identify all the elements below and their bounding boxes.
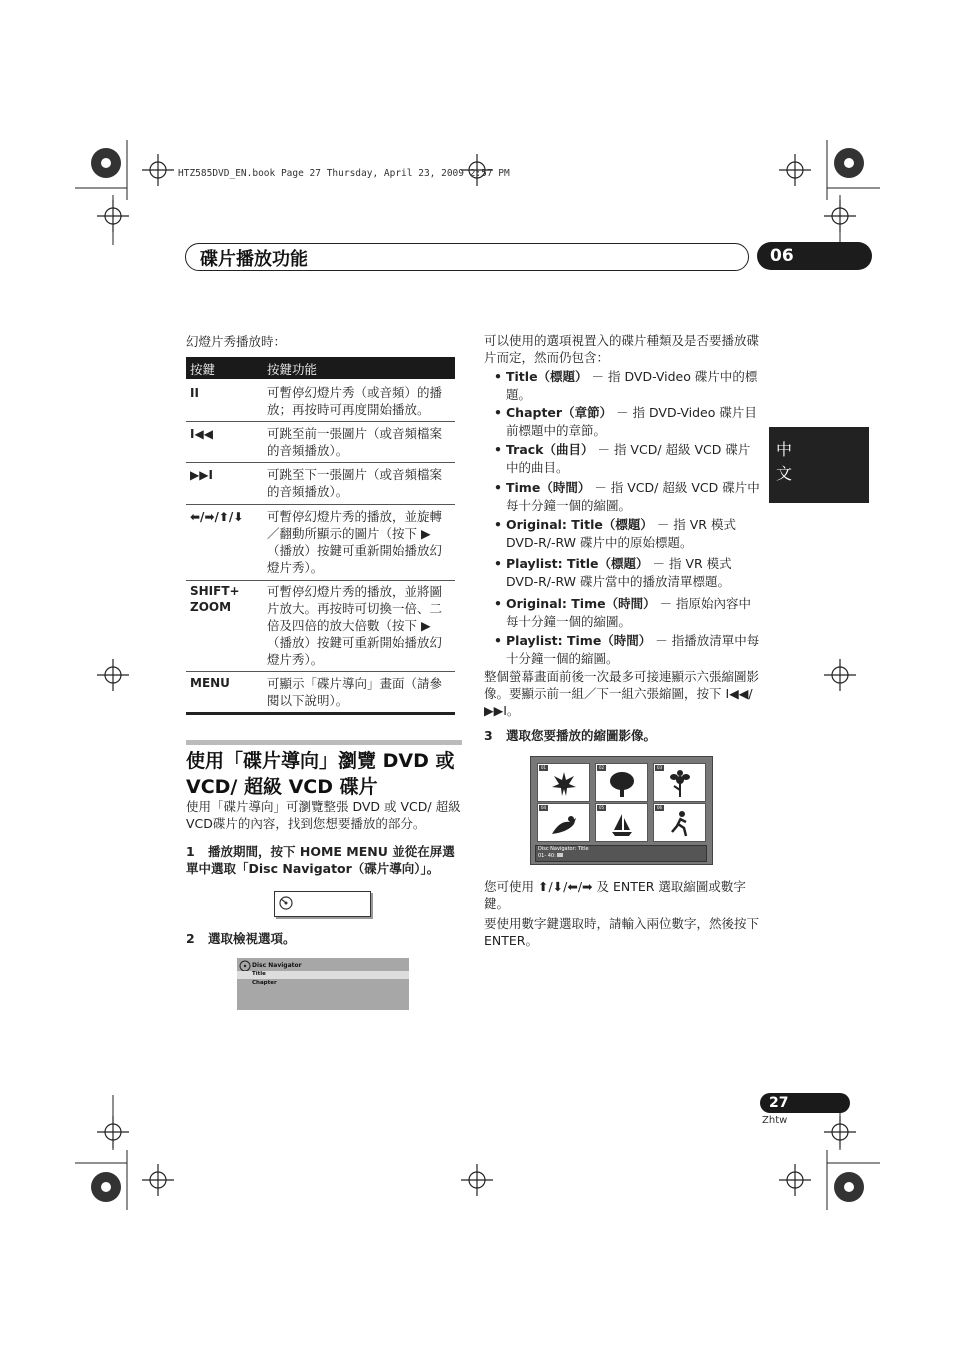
tree-icon	[608, 770, 636, 798]
thumbnail-paragraph: 整個螢幕畫面前後一次最多可接連顯示六張縮圖影像。要顯示前一組／下一組六張縮圖，按下 I◀◀/▶▶I。	[484, 669, 760, 718]
list-item: • Track（曲目） － 指 VCD/ 超級 VCD 碟片中的曲目。	[494, 442, 751, 475]
step2-number: 2	[186, 931, 195, 946]
thumbnail[interactable]: 05	[595, 803, 648, 842]
section-divider	[186, 740, 462, 745]
chapter-number: 06	[770, 246, 794, 266]
col-key-header: 按鍵	[190, 362, 216, 377]
step3-text: 選取您要播放的縮圖影像。	[506, 728, 657, 743]
table-row-key: I◀◀	[190, 427, 213, 441]
thumbnail[interactable]: 03	[653, 763, 706, 802]
list-item: • Chapter（章節） － 指 DVD-Video 碟片目前標題中的章節。	[494, 405, 757, 438]
language-code: Zhtw	[762, 1115, 788, 1126]
thumbnail[interactable]: 06	[653, 803, 706, 842]
list-item: • Original: Title（標題） － 指 VR 模式 DVD-R/-RW 碟片中的原始標題。	[494, 517, 736, 550]
list-item: • Title（標題） － 指 DVD-Video 碟片中的標題。	[494, 369, 758, 402]
table-row-desc: 可暫停幻燈片秀的播放，並旋轉／翻動所顯示的圖片（按下 ▶（播放）按鍵可重新開始播放幻燈片秀）。	[267, 509, 443, 575]
disc-navigator-menu	[237, 958, 409, 1010]
disc-icon	[279, 896, 293, 910]
options-intro: 可以使用的選項視置入的碟片種類及是否要播放碟片而定，然而仍包含：	[484, 333, 760, 365]
language-tab-label: 中 文	[775, 440, 792, 483]
menu-item-chapter[interactable]: Chapter	[252, 980, 277, 986]
step2-text: 選取檢視選項。	[208, 931, 296, 946]
table-row-key: ⬅/➡/⬆/⬇	[190, 510, 244, 524]
table-row-key: II	[190, 386, 199, 400]
menu-item-title[interactable]: Title	[252, 971, 266, 977]
bird-icon	[550, 810, 578, 838]
section-heading: 使用「碟片導向」瀏覽 DVD 或 VCD/ 超級 VCD 碟片	[186, 750, 455, 798]
thumbnail[interactable]: 04	[537, 803, 590, 842]
slideshow-intro: 幻燈片秀播放時：	[186, 334, 287, 349]
list-item: • Time（時間） － 指 VCD/ 超級 VCD 碟片中每十分鐘一個的縮圖。	[494, 480, 760, 513]
col-func-header: 按鍵功能	[267, 362, 318, 377]
step1-number: 1	[186, 844, 195, 859]
thumbnail[interactable]: 02	[595, 763, 648, 802]
menu-title: Disc Navigator	[252, 962, 302, 969]
section-intro: 使用「碟片導向」可瀏覽整張 DVD 或 VCD/ 超級VCD碟片的內容，找到您想要播放的部分。	[186, 799, 461, 831]
table-header	[186, 357, 455, 379]
navigation-note: 您可使用 ⬆/⬇/⬅/➡ 及 ENTER 選取縮圖或數字鍵。	[484, 879, 746, 911]
list-item: • Playlist: Title（標題） － 指 VR 模式 DVD-R/-RW 碟片當中的播放清單標題。	[494, 556, 732, 589]
leaf-icon	[550, 770, 578, 798]
table-row-desc: 可暫停幻燈片秀的播放，並將圖片放大。再按時可切換一倍、二倍及四倍的放大倍數（按下 ▶（播放）按鍵可重新開始播放幻燈片秀）。	[267, 584, 443, 667]
page-number: 27	[769, 1095, 789, 1111]
step1-text: 播放期間，按下 HOME MENU 並從在屏選單中選取「Disc Navigator（碟片導向）」。	[186, 844, 455, 876]
runner-icon	[666, 810, 694, 838]
step3-number: 3	[484, 728, 493, 743]
table-row-desc: 可顯示「碟片導向」畫面（請參閱以下說明）。	[267, 676, 443, 708]
file-info: HTZ585DVD_EN.book Page 27 Thursday, April 23, 2009 2:57 PM	[178, 168, 510, 179]
flower-icon	[666, 770, 694, 798]
number-key-note: 要使用數字鍵選取時，請輸入兩位數字，然後按下 ENTER。	[484, 916, 760, 948]
page-title: 碟片播放功能	[200, 249, 308, 270]
table-row-desc: 可暫停幻燈片秀（或音頻）的播放；再按時可再度開始播放。	[267, 385, 443, 417]
table-row-desc: 可跳至下一張圖片（或音頻檔案的音頻播放）。	[267, 467, 443, 499]
list-item: • Playlist: Time（時間） － 指播放清單中每十分鐘一個的縮圖。	[494, 633, 760, 666]
table-row-key: MENU	[190, 676, 230, 690]
thumbnail[interactable]: 01	[537, 763, 590, 802]
table-row-key: SHIFT+ ZOOM	[190, 584, 240, 614]
thumbnail-info-bar: Disc Navigator: Title 01- 40:	[535, 845, 707, 862]
table-row-desc: 可跳至前一張圖片（或音頻檔案的音頻播放）。	[267, 426, 443, 458]
list-item: • Original: Time（時間） － 指原始內容中每十分鐘一個的縮圖。	[494, 596, 752, 629]
disc-navigator-icon-screen	[274, 891, 371, 917]
table-row-key: ▶▶I	[190, 468, 213, 482]
sailboat-icon	[608, 810, 636, 838]
